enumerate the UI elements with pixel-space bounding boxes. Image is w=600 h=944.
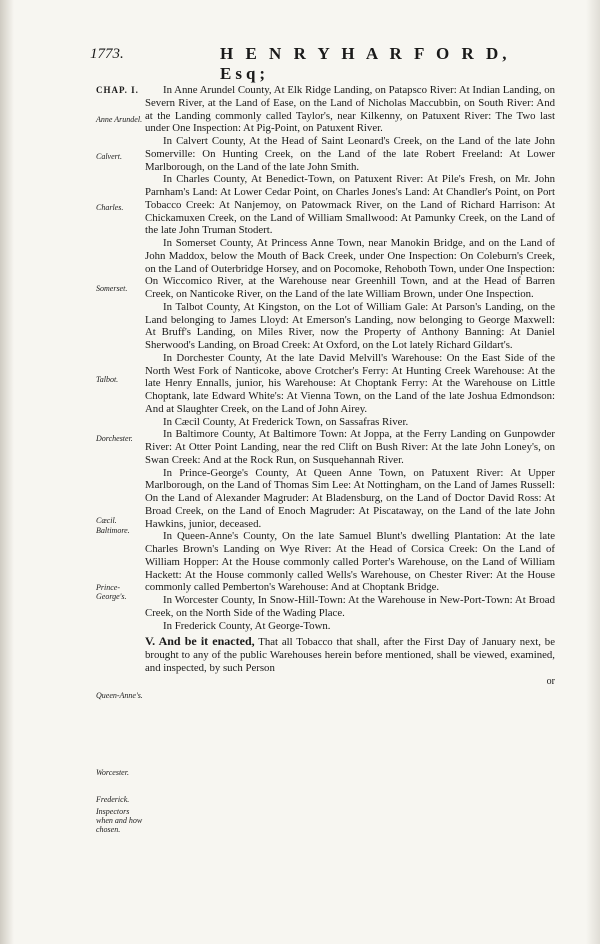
margin-note-anne-arundel: Anne Arundel.	[96, 115, 143, 124]
enacting-clause-text: That all Tobacco that shall, after the First Day of January next, be brought to any of the public Warehouses herein before mentioned, shall be viewed, examined, and inspected, by such Person	[145, 636, 556, 674]
paragraph-frederick: In Frederick County, At George-Town.	[163, 619, 331, 632]
margin-note-frederick: Frederick.	[96, 795, 130, 804]
paragraph-charles: In Charles County, At Benedict-Town, on Patuxent River: At Pile's Fresh, on Mr. John Parnham's Land: At Lower Cedar Point, on Charles Jones's Land: At Chandler's Point, on Port Tobacco Creek: At Nanjemoy, on Patowmack River, on the Land of Richard Harrison: At Chickamuxen Creek, on the Land of William Smallwood: At Pamunky Creek, on the Land of the late John Truman Stodert.	[145, 173, 555, 237]
paragraph-baltimore: In Baltimore County, At Baltimore Town: At Joppa, at the Ferry Landing on Gunpowder River: At Otter Point Landing, near the red Clift on Bush River: At the late John Loney's, on Swan Creek: And at the Rock Run, on Susquehannah River.	[145, 428, 555, 466]
paragraph-queen-annes: In Queen-Anne's County, On the late Samuel Blunt's dwelling Plantation: At the late Charles Brown's Landing on Wye River: At the Head of Corsica Creek: On the Land of William Hopper: At the House commonly called Porter's Warehouse, on the Land of William Hackett: At the House commonly called Wells's Warehouse, on Chester River: At the House commonly called Pemberton's Warehouse: And at Choptank Bridge.	[145, 530, 555, 594]
margin-note-inspectors: Inspectors when and how chosen.	[96, 807, 143, 834]
margin-note-cecil: Cæcil.	[96, 516, 117, 525]
paragraph-calvert: In Calvert County, At the Head of Saint Leonard's Creek, on the Land of the late John Somerville: On Hunting Creek, on the Land of the late Robert Freeland: At Lower Marlborough, on the Land of the late John Smith.	[145, 135, 555, 173]
enacting-clause-lead: V. And be it enacted,	[145, 634, 255, 649]
page-number: 1773.	[90, 46, 124, 62]
paragraph-somerset: In Somerset County, At Princess Anne Town, near Manokin Bridge, and on the Land of John Maddox, below the Mouth of Back Creek, under One Inspection: On Coleburn's Creek, on the Land of Outerbridge Horsey, and on Pocomoke, Rehoboth Town, under One Inspection: On Wiccomico River, at the Warehouse near Greenhill Town, and at the Head of Barren Creek, on Nanticoke River, on the Land of the late William Brown, under One Inspection.	[145, 237, 555, 300]
paragraph-prince-georges: In Prince-George's County, At Queen Anne Town, on Patuxent River: At Upper Marlborough, on the Land of Thomas Sim Lee: At Nottingham, on the Land of James Russell: On the Land of Alexander Magruder: At Bladensburg, on the Land of Doctor David Ross: At Broad Creek, on the Land of Enoch Magruder: At Piscataway, on the Land of the late John Hawkins, junior, deceased.	[145, 466, 555, 530]
margin-note-dorchester: Dorchester.	[96, 434, 133, 443]
margin-note-prince-georges: Prince-George's.	[96, 583, 127, 601]
page-left-edge	[0, 0, 14, 944]
paragraph-cecil: In Cæcil County, At Frederick Town, on Sassafras River.	[163, 415, 409, 428]
margin-note-talbot: Talbot.	[96, 375, 119, 384]
paragraph-anne-arundel: In Anne Arundel County, At Elk Ridge Landing, on Patapsco River: At Indian Landing, on Severn River, at the Land of Ease, on the Land of Nicholas Maccubbin, on South River: And at the Landing commonly called Taylor's, near Kilkenny, on Patuxent River: The Two last under One Inspection: At Pig-Point, on Patuxent River.	[145, 84, 555, 135]
margin-note-somerset: Somerset.	[96, 284, 128, 293]
chapter-label: CHAP. I.	[96, 85, 139, 95]
margin-note-baltimore: Baltimore.	[96, 526, 130, 535]
paragraph-talbot: In Talbot County, At Kingston, on the Lot of William Gale: At Parson's Landing, on the Land belonging to James Lloyd: At Emerson's Landing, now belonging to George Maxwell: At Bruff's Landing, on Miles River, now the Property of Anthony Banning: At Daniel Sherwood's Landing, on Broad Creek: At Oxford, on the Lot lately Richard Gildart's.	[145, 300, 555, 351]
paragraph-dorchester: In Dorchester County, At the late David Melvill's Warehouse: On the East Side of the North West Fork of Nanticoke, above Crotcher's Ferry: At Hunting Creek Warehouse: At the late Henry Ennalls, junior, his Warehouse: At Choptank Ferry: At the Warehouse on Little Choptank, late Edward White's: At Vienna Town, on the Land of the late Joshua Edmondson: And at Slaughter Creek, on the Land of John Airey.	[145, 351, 555, 415]
page-right-edge	[586, 0, 600, 944]
margin-note-charles: Charles.	[96, 203, 124, 212]
margin-note-queen-annes: Queen-Anne's.	[96, 691, 143, 700]
margin-note-worcester: Worcester.	[96, 768, 129, 777]
body-text	[145, 84, 555, 688]
catchword: or	[546, 675, 555, 687]
paragraph-worcester: In Worcester County, In Snow-Hill-Town: At the Warehouse in New-Port-Town: At Broad Creek, on the North Side of the Wading Place.	[145, 594, 555, 619]
running-head: H E N R Y H A R F O R D, Esq;	[220, 44, 511, 83]
enacting-paragraph	[145, 635, 555, 674]
margin-note-calvert: Calvert.	[96, 152, 122, 161]
page-header	[90, 44, 560, 83]
